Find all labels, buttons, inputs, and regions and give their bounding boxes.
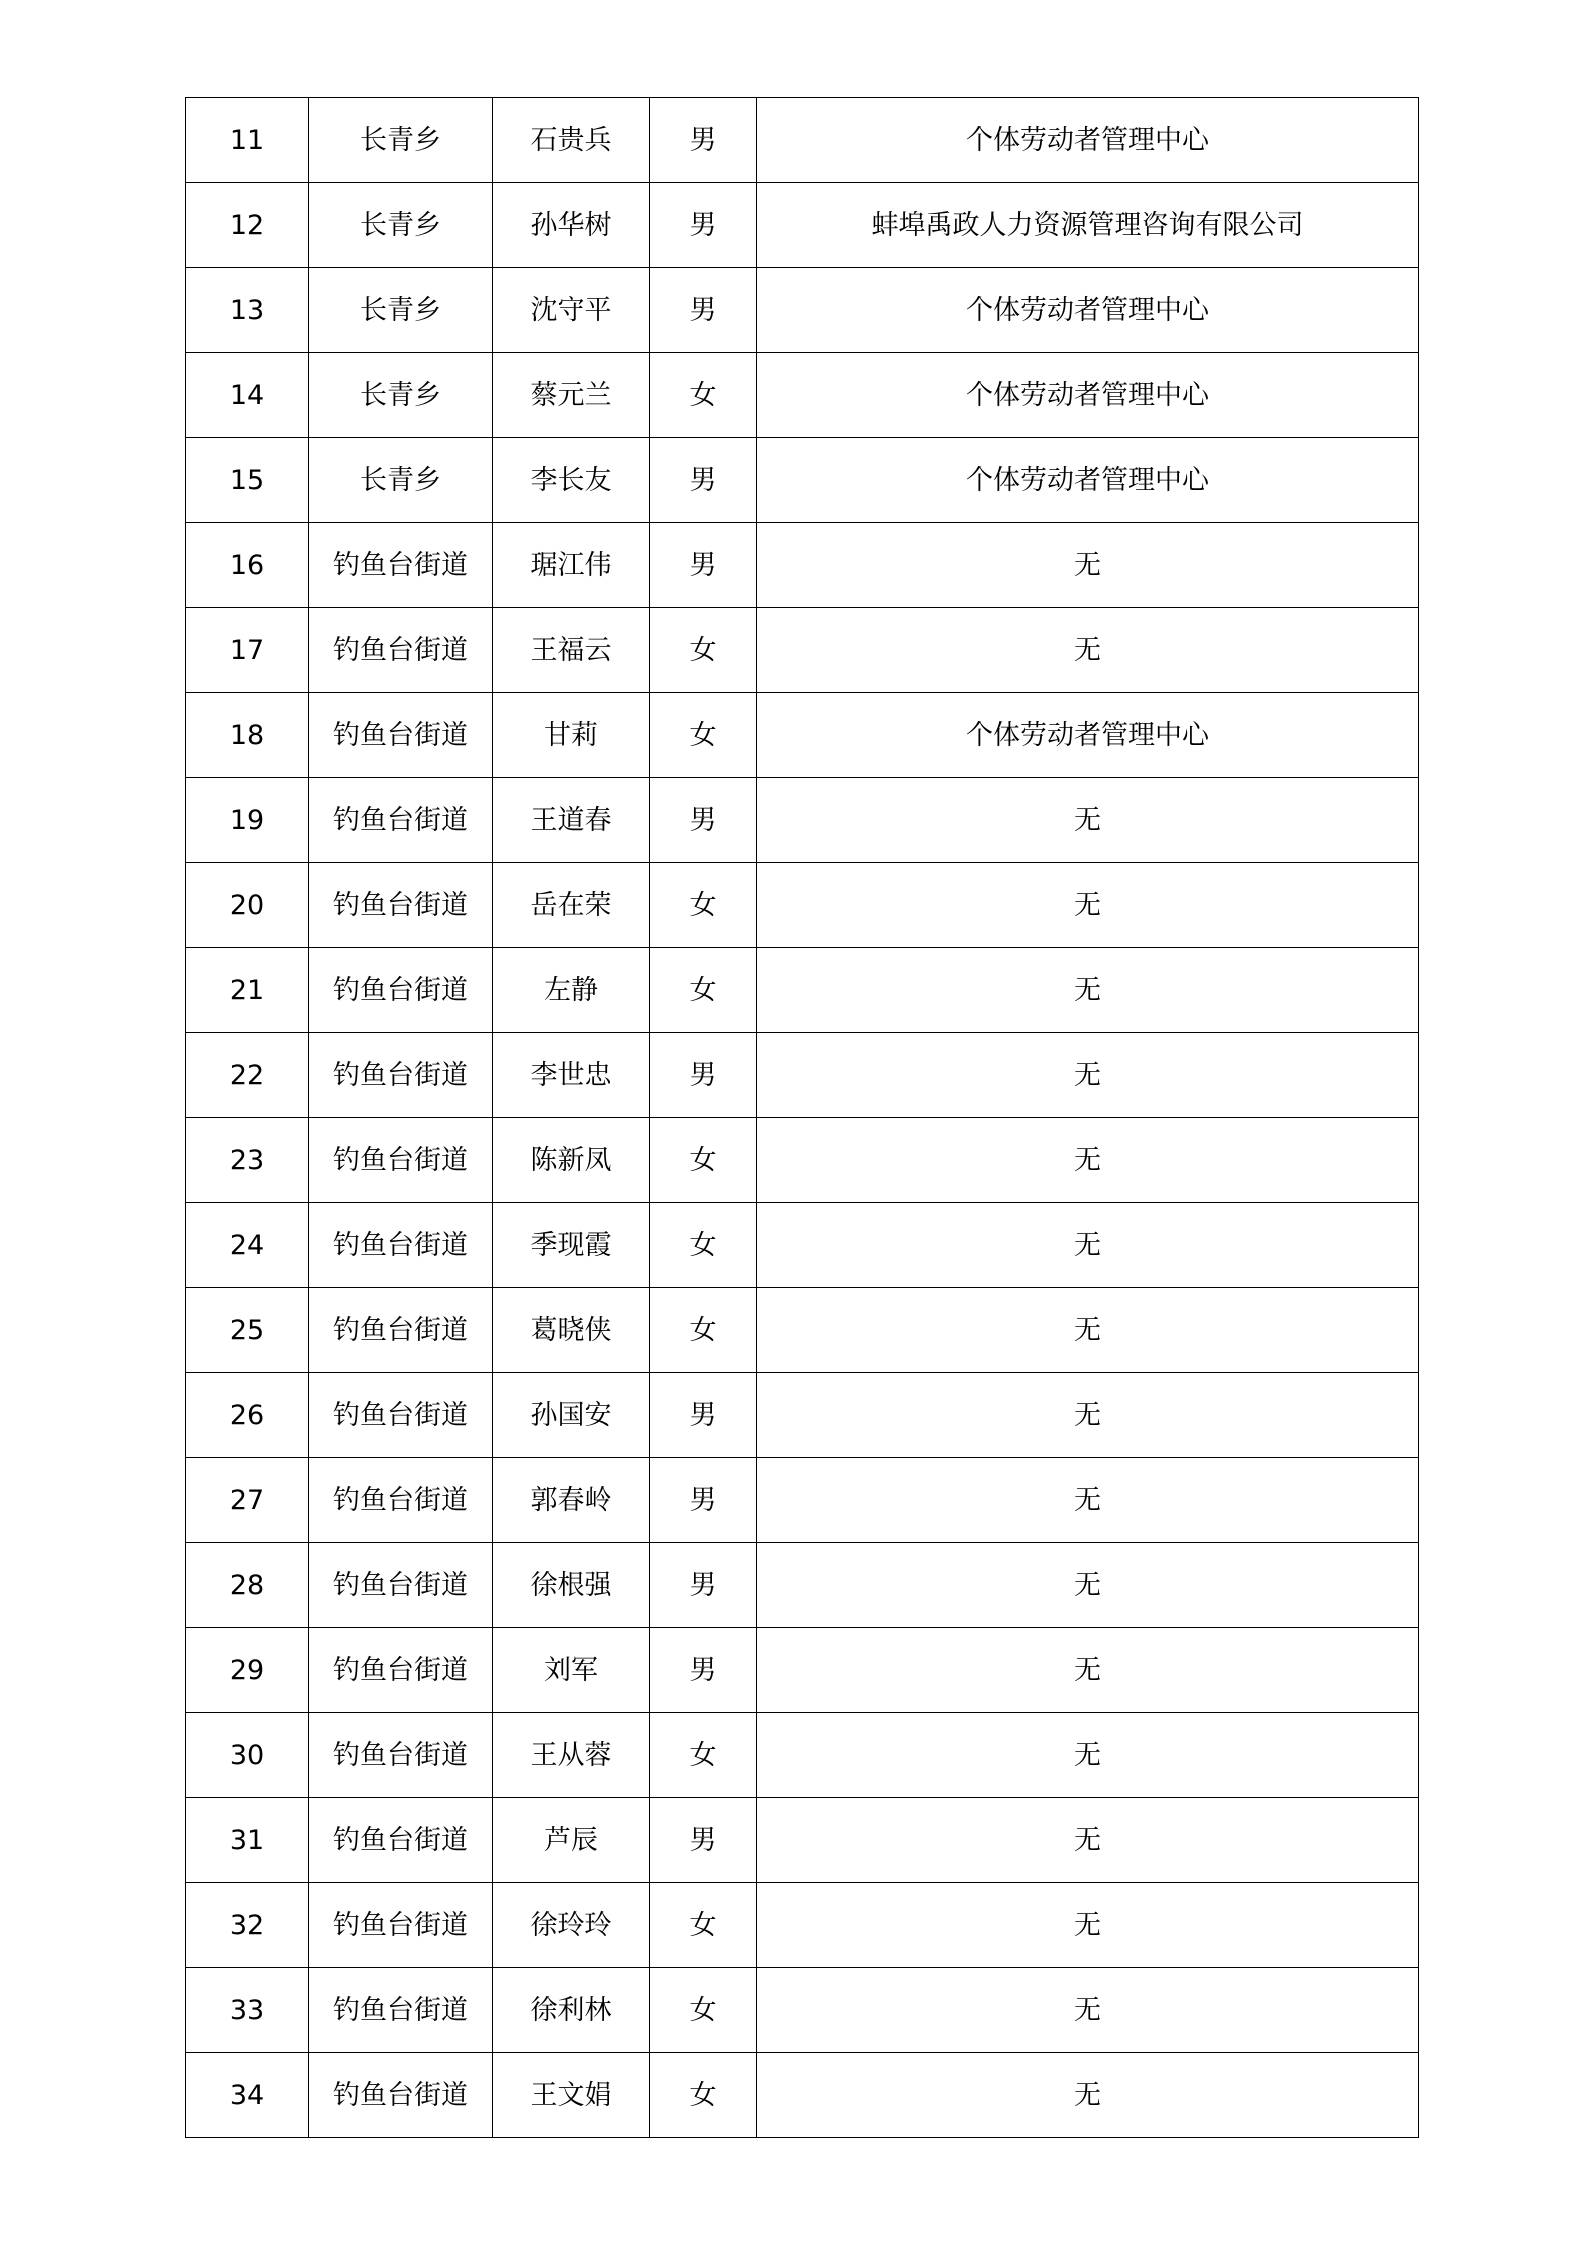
district-cell: 钓鱼台街道 — [309, 1968, 493, 2053]
serial-number-cell: 34 — [186, 2053, 309, 2138]
person-name-cell: 王道春 — [493, 778, 650, 863]
employer-cell: 无 — [757, 523, 1419, 608]
gender-cell: 女 — [650, 863, 757, 948]
employer-cell: 个体劳动者管理中心 — [757, 268, 1419, 353]
table-row — [186, 778, 1419, 863]
person-name-cell: 岳在荣 — [493, 863, 650, 948]
roster-table — [185, 97, 1419, 2138]
serial-number-cell: 27 — [186, 1458, 309, 1543]
serial-number-cell: 20 — [186, 863, 309, 948]
employer-cell: 无 — [757, 2053, 1419, 2138]
district-cell: 钓鱼台街道 — [309, 523, 493, 608]
district-cell: 钓鱼台街道 — [309, 1713, 493, 1798]
employer-cell: 个体劳动者管理中心 — [757, 693, 1419, 778]
employer-cell: 无 — [757, 1033, 1419, 1118]
gender-cell: 男 — [650, 1373, 757, 1458]
district-cell: 长青乡 — [309, 268, 493, 353]
district-cell: 钓鱼台街道 — [309, 1543, 493, 1628]
person-name-cell: 季现霞 — [493, 1203, 650, 1288]
serial-number-cell: 18 — [186, 693, 309, 778]
employer-cell: 蚌埠禹政人力资源管理咨询有限公司 — [757, 183, 1419, 268]
gender-cell: 男 — [650, 183, 757, 268]
person-name-cell: 王从蓉 — [493, 1713, 650, 1798]
serial-number-cell: 32 — [186, 1883, 309, 1968]
district-cell: 钓鱼台街道 — [309, 1118, 493, 1203]
gender-cell: 男 — [650, 1458, 757, 1543]
gender-cell: 男 — [650, 1033, 757, 1118]
employer-cell: 个体劳动者管理中心 — [757, 98, 1419, 183]
person-name-cell: 李长友 — [493, 438, 650, 523]
table-row — [186, 1628, 1419, 1713]
district-cell: 长青乡 — [309, 438, 493, 523]
employer-cell: 无 — [757, 1628, 1419, 1713]
person-name-cell: 徐玲玲 — [493, 1883, 650, 1968]
person-name-cell: 王文娟 — [493, 2053, 650, 2138]
serial-number-cell: 17 — [186, 608, 309, 693]
table-row — [186, 268, 1419, 353]
person-name-cell: 甘莉 — [493, 693, 650, 778]
table-row — [186, 1288, 1419, 1373]
person-name-cell: 沈守平 — [493, 268, 650, 353]
employer-cell: 个体劳动者管理中心 — [757, 438, 1419, 523]
table-row — [186, 353, 1419, 438]
district-cell: 长青乡 — [309, 183, 493, 268]
district-cell: 钓鱼台街道 — [309, 778, 493, 863]
gender-cell: 女 — [650, 948, 757, 1033]
table-row — [186, 523, 1419, 608]
person-name-cell: 王福云 — [493, 608, 650, 693]
employer-cell: 无 — [757, 1118, 1419, 1203]
district-cell: 钓鱼台街道 — [309, 1288, 493, 1373]
gender-cell: 女 — [650, 1713, 757, 1798]
table-row — [186, 2053, 1419, 2138]
table-row — [186, 1118, 1419, 1203]
table-row — [186, 1033, 1419, 1118]
person-name-cell: 陈新凤 — [493, 1118, 650, 1203]
district-cell: 钓鱼台街道 — [309, 2053, 493, 2138]
gender-cell: 女 — [650, 2053, 757, 2138]
table-row — [186, 183, 1419, 268]
employer-cell: 无 — [757, 778, 1419, 863]
gender-cell: 女 — [650, 1118, 757, 1203]
table-row — [186, 1713, 1419, 1798]
gender-cell: 男 — [650, 268, 757, 353]
table-row — [186, 1543, 1419, 1628]
district-cell: 钓鱼台街道 — [309, 693, 493, 778]
gender-cell: 女 — [650, 1968, 757, 2053]
employer-cell: 无 — [757, 1543, 1419, 1628]
serial-number-cell: 33 — [186, 1968, 309, 2053]
employer-cell: 无 — [757, 1288, 1419, 1373]
person-name-cell: 蔡元兰 — [493, 353, 650, 438]
gender-cell: 男 — [650, 98, 757, 183]
person-name-cell: 左静 — [493, 948, 650, 1033]
table-row — [186, 98, 1419, 183]
serial-number-cell: 31 — [186, 1798, 309, 1883]
serial-number-cell: 23 — [186, 1118, 309, 1203]
employer-cell: 无 — [757, 1373, 1419, 1458]
serial-number-cell: 15 — [186, 438, 309, 523]
district-cell: 钓鱼台街道 — [309, 608, 493, 693]
gender-cell: 男 — [650, 523, 757, 608]
serial-number-cell: 30 — [186, 1713, 309, 1798]
gender-cell: 男 — [650, 1543, 757, 1628]
district-cell: 长青乡 — [309, 353, 493, 438]
employer-cell: 无 — [757, 1713, 1419, 1798]
gender-cell: 女 — [650, 1203, 757, 1288]
roster-table-body — [186, 98, 1419, 2138]
employer-cell: 无 — [757, 1968, 1419, 2053]
table-row — [186, 693, 1419, 778]
serial-number-cell: 21 — [186, 948, 309, 1033]
serial-number-cell: 22 — [186, 1033, 309, 1118]
person-name-cell: 芦辰 — [493, 1798, 650, 1883]
gender-cell: 女 — [650, 353, 757, 438]
employer-cell: 个体劳动者管理中心 — [757, 353, 1419, 438]
gender-cell: 女 — [650, 693, 757, 778]
table-row — [186, 948, 1419, 1033]
serial-number-cell: 28 — [186, 1543, 309, 1628]
serial-number-cell: 14 — [186, 353, 309, 438]
serial-number-cell: 26 — [186, 1373, 309, 1458]
district-cell: 钓鱼台街道 — [309, 1203, 493, 1288]
district-cell: 钓鱼台街道 — [309, 948, 493, 1033]
district-cell: 钓鱼台街道 — [309, 1458, 493, 1543]
district-cell: 钓鱼台街道 — [309, 1628, 493, 1713]
serial-number-cell: 25 — [186, 1288, 309, 1373]
table-row — [186, 863, 1419, 948]
table-row — [186, 1883, 1419, 1968]
person-name-cell: 孙华树 — [493, 183, 650, 268]
gender-cell: 男 — [650, 778, 757, 863]
employer-cell: 无 — [757, 608, 1419, 693]
table-row — [186, 1968, 1419, 2053]
table-row — [186, 1458, 1419, 1543]
table-row — [186, 1798, 1419, 1883]
district-cell: 钓鱼台街道 — [309, 1798, 493, 1883]
employer-cell: 无 — [757, 948, 1419, 1033]
serial-number-cell: 24 — [186, 1203, 309, 1288]
person-name-cell: 琚江伟 — [493, 523, 650, 608]
serial-number-cell: 29 — [186, 1628, 309, 1713]
table-row — [186, 438, 1419, 523]
employer-cell: 无 — [757, 1883, 1419, 1968]
person-name-cell: 徐根强 — [493, 1543, 650, 1628]
gender-cell: 女 — [650, 608, 757, 693]
employer-cell: 无 — [757, 863, 1419, 948]
district-cell: 钓鱼台街道 — [309, 1033, 493, 1118]
person-name-cell: 李世忠 — [493, 1033, 650, 1118]
district-cell: 长青乡 — [309, 98, 493, 183]
person-name-cell: 郭春岭 — [493, 1458, 650, 1543]
gender-cell: 男 — [650, 1628, 757, 1713]
serial-number-cell: 13 — [186, 268, 309, 353]
serial-number-cell: 11 — [186, 98, 309, 183]
district-cell: 钓鱼台街道 — [309, 1883, 493, 1968]
serial-number-cell: 19 — [186, 778, 309, 863]
gender-cell: 男 — [650, 438, 757, 523]
serial-number-cell: 12 — [186, 183, 309, 268]
district-cell: 钓鱼台街道 — [309, 863, 493, 948]
person-name-cell: 葛晓侠 — [493, 1288, 650, 1373]
gender-cell: 女 — [650, 1288, 757, 1373]
table-row — [186, 1373, 1419, 1458]
employer-cell: 无 — [757, 1458, 1419, 1543]
table-row — [186, 1203, 1419, 1288]
person-name-cell: 石贵兵 — [493, 98, 650, 183]
table-row — [186, 608, 1419, 693]
employer-cell: 无 — [757, 1798, 1419, 1883]
person-name-cell: 徐利林 — [493, 1968, 650, 2053]
person-name-cell: 孙国安 — [493, 1373, 650, 1458]
gender-cell: 男 — [650, 1798, 757, 1883]
district-cell: 钓鱼台街道 — [309, 1373, 493, 1458]
person-name-cell: 刘军 — [493, 1628, 650, 1713]
employer-cell: 无 — [757, 1203, 1419, 1288]
gender-cell: 女 — [650, 1883, 757, 1968]
serial-number-cell: 16 — [186, 523, 309, 608]
